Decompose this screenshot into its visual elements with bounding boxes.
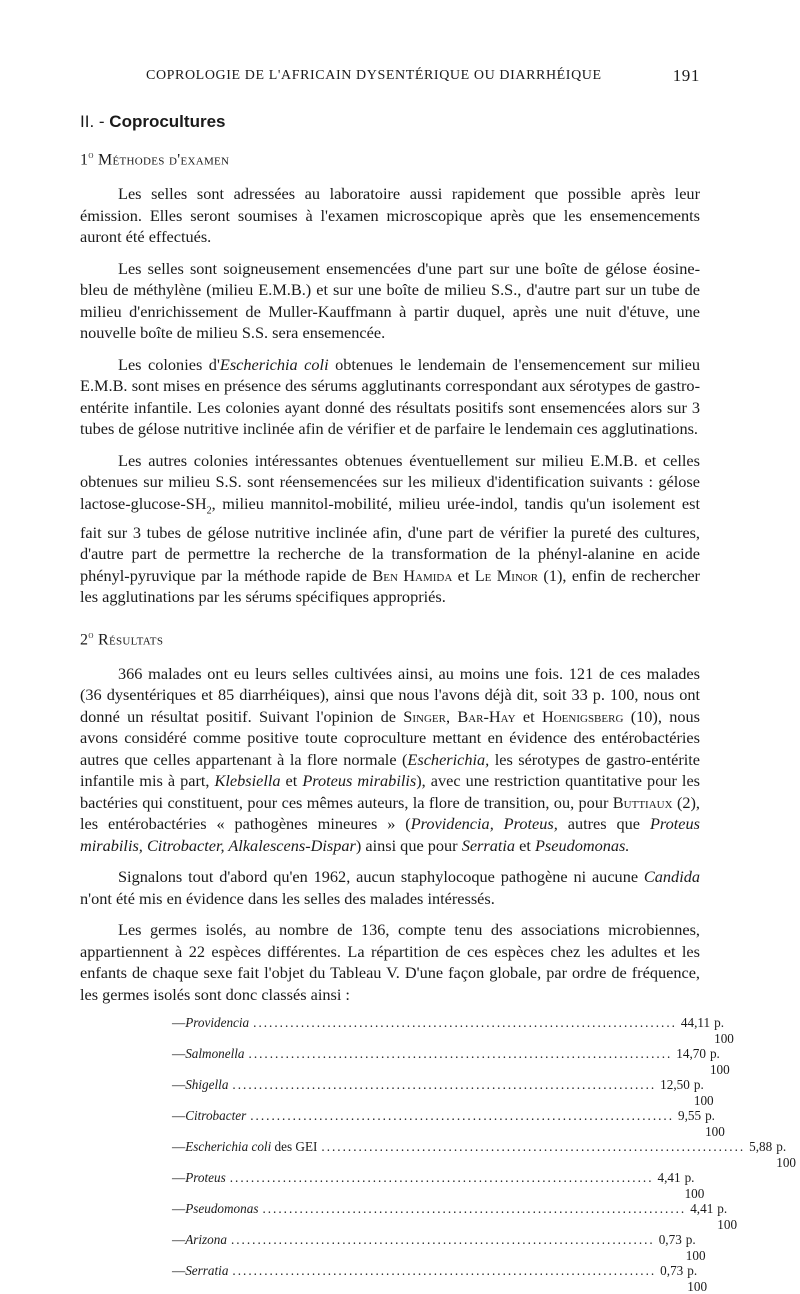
- germ-name: Salmonella: [185, 1046, 245, 1062]
- germ-unit: p. 100: [714, 1015, 734, 1046]
- subsection-methods-heading: [80, 150, 700, 169]
- subsection-results-heading: [80, 630, 700, 649]
- germ-unit: p. 100: [684, 1170, 705, 1201]
- germ-percentage: 12,50: [660, 1077, 690, 1093]
- section-heading: [80, 112, 700, 132]
- list-item: [172, 1201, 738, 1232]
- germ-unit: p. 100: [687, 1263, 708, 1294]
- germ-name: Providencia: [185, 1015, 250, 1031]
- list-item: [172, 1077, 714, 1108]
- running-title: COPROLOGIE DE L'AFRICAIN DYSENTÉRIQUE OU DIARRHÉIQUE: [146, 68, 602, 83]
- germ-name: Escherichia coli des GEI: [185, 1139, 318, 1155]
- germ-percentage: 44,11: [680, 1015, 711, 1031]
- list-dash: —: [172, 1263, 186, 1279]
- running-header: [80, 66, 700, 92]
- germ-percentage: 0,73: [660, 1263, 684, 1279]
- subsection-number: 2: [80, 630, 89, 648]
- list-dash: —: [172, 1201, 186, 1217]
- germ-unit: p. 100: [685, 1232, 706, 1263]
- page: [80, 66, 797, 1294]
- results-paragraph-1: 366 malades ont eu leurs selles cultivées ainsi, au moins une fois. 121 de ces malades (36 dysentériques et 85 diarrhéiques), ainsi que nous l'avons déjà dit, soit 33 p. 100, nous ont donné un résultat positif. Suivant l'opinion de Singer, Bar-Hay et Hoenigsberg (10), nous avons considéré comme positive toute coproculture mettant en évidence des entérobactéries autres que celles appartenant à la flore normale (Escherichia, les sérotypes de gastro-entérite infantile mis à part, Klebsiella et Proteus mirabilis), avec une restriction quantitative pour les bactéries qui constituent, pour ces mêmes auteurs, la flore de transition, ou, pour Buttiaux (2), les entérobactéries « pathogènes mineures » (Providencia, Proteus, autres que Proteus mirabilis, Citrobacter, Alkalescens-Dispar) ainsi que pour Serratia et Pseudomonas.: [80, 663, 701, 855]
- subsection-number: 1: [80, 151, 89, 169]
- list-item: [172, 1139, 797, 1170]
- list-dash: —: [172, 1232, 186, 1248]
- list-item: [172, 1108, 725, 1139]
- list-dash: —: [172, 1139, 186, 1155]
- germ-percentage: 0,73: [658, 1232, 682, 1248]
- leader-dots: ................................................................................: [253, 1015, 677, 1031]
- list-item: [172, 1046, 730, 1077]
- page-number: 191: [672, 66, 700, 85]
- methods-paragraph-1: Les selles sont adressées au laboratoire aussi rapidement que possible après leur émission. Elles seront soumises à l'examen microscopique après que les ensemencements auront été effectués.: [80, 184, 700, 247]
- list-dash: —: [172, 1077, 186, 1093]
- germ-percentage: 14,70: [676, 1046, 706, 1062]
- methods-paragraph-2: Les selles sont soigneusement ensemencées d'une part sur une boîte de gélose éosine-bleu de méthylène (milieu E.M.B.) et sur une boîte de milieu S.S., d'autre part sur un tube de milieu d'enrichissement de Muller-Kauffmann à partir duquel, après une nuit d'étuve, une nouvelle boîte de milieu S.S. sera ensemencée.: [80, 258, 700, 343]
- leader-dots: ................................................................................: [321, 1139, 746, 1155]
- germ-percentage: 5,88: [749, 1139, 773, 1155]
- section-title: Coprocultures: [109, 112, 226, 131]
- leader-dots: ................................................................................: [232, 1263, 657, 1279]
- leader-dots: ................................................................................: [248, 1046, 673, 1062]
- results-paragraph-2: Signalons tout d'abord qu'en 1962, aucun staphylocoque pathogène ni aucune Candida n'ont été mis en évidence dans les selles des malades intéressés.: [80, 867, 700, 908]
- results-paragraph-3: Les germes isolés, au nombre de 136, compte tenu des associations microbiennes, appartiennent à 22 espèces différentes. La répartition de ces espèces chez les adultes et les enfants de chaque sexe fait l'objet du Tableau V. D'une façon globale, par ordre de fréquence, les germes isolés sont donc classés ainsi :: [80, 920, 700, 1004]
- germ-unit: p. 100: [776, 1139, 797, 1170]
- leader-dots: ................................................................................: [229, 1170, 654, 1186]
- leader-dots: ................................................................................: [232, 1077, 657, 1093]
- germ-percentage: 9,55: [678, 1108, 702, 1124]
- germ-name: Pseudomonas: [185, 1201, 259, 1217]
- list-item: [172, 1015, 734, 1046]
- list-dash: —: [172, 1015, 186, 1031]
- degree-sign: o: [88, 629, 94, 641]
- list-item: [172, 1170, 705, 1201]
- germ-frequency-list: [172, 1015, 797, 1294]
- methods-paragraph-4: Les autres colonies intéressantes obtenues éventuellement sur milieu E.M.B. et celles obtenues sur milieu S.S. sont réensemencées sur les milieux d'identification suivants : gélose lactose-$glucose-SH_2$, milieu mannitol-mobilité, milieu urée-indol, tandis qu'un isolement est fait sur 3 tubes de gélose nutritive inclinée afin, d'une part de vérifier la pureté des cultures, d'autre part de permettre la recherche de la transformation de la phényl-alanine en acide phényl-pyruvique par la méthode rapide de Ben Hamida et Le Minor (1), enfin de rechercher les agglutinations par les sérums spécifiques appropriés.: [80, 450, 700, 607]
- germ-percentage: 4,41: [657, 1170, 681, 1186]
- list-dash: —: [172, 1108, 186, 1124]
- leader-dots: ................................................................................: [262, 1201, 687, 1217]
- germ-name: Proteus: [185, 1170, 226, 1186]
- leader-dots: ................................................................................: [230, 1232, 655, 1248]
- subsection-title: Résultats: [97, 630, 164, 648]
- leader-dots: ................................................................................: [250, 1108, 674, 1124]
- germ-unit: p. 100: [705, 1108, 725, 1139]
- list-item: [172, 1263, 708, 1294]
- list-item: [172, 1232, 706, 1263]
- list-dash: —: [172, 1170, 186, 1186]
- subsection-title: Méthodes d'examen: [97, 151, 230, 169]
- section-number: II. -: [80, 112, 105, 131]
- list-dash: —: [172, 1046, 186, 1062]
- germ-unit: p. 100: [693, 1077, 714, 1108]
- germ-name: Arizona: [185, 1232, 227, 1248]
- germ-name: Citrobacter: [185, 1108, 247, 1124]
- germ-unit: p. 100: [717, 1201, 738, 1232]
- methods-paragraph-3: Les colonies d'Escherichia coli obtenues le lendemain de l'ensemencement sur milieu E.M.B. sont mises en présence des sérums agglutinants correspondant aux sérotypes de gastro-entérite infantile. Les colonies ayant donné des résultats positifs sont ensemencées alors sur 3 tubes de gélose nutritive inclinée afin de vérifier et de parfaire le lendemain ces agglutinations.: [80, 354, 700, 439]
- degree-sign: o: [88, 150, 94, 161]
- germ-name: Serratia: [185, 1263, 229, 1279]
- germ-name: Shigella: [185, 1077, 229, 1093]
- germ-percentage: 4,41: [690, 1201, 714, 1217]
- germ-unit: p. 100: [709, 1046, 730, 1077]
